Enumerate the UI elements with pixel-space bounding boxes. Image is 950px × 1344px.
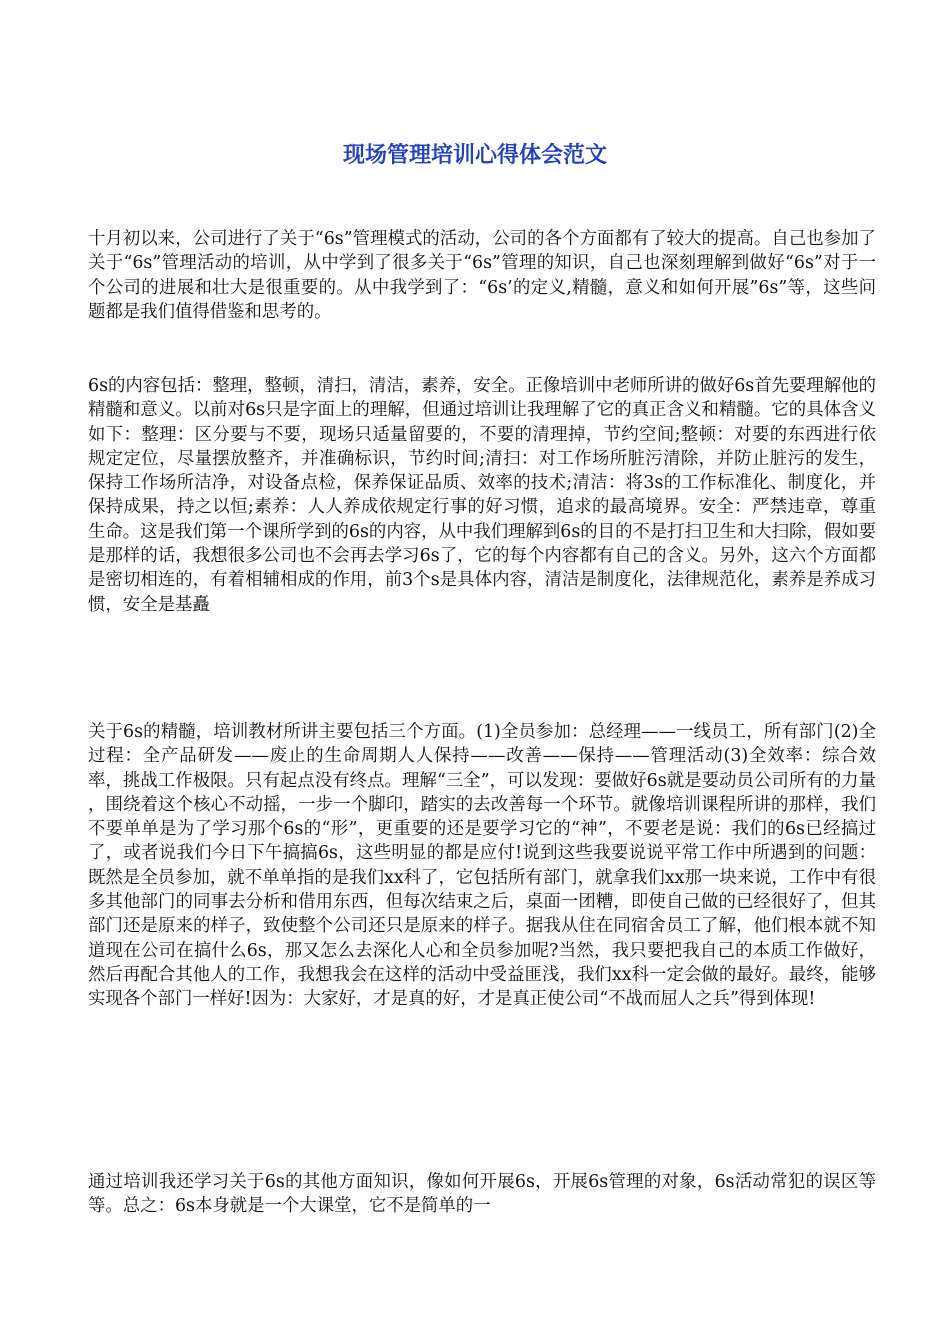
paragraph-6s-content: 6s的内容包括：整理，整顿，清扫，清洁，素养，安全。正像培训中老师所讲的做好6s首先要理解他的精髓和意义。以前对6s只是字面上的理解，但通过培训让我理解了它的真正含义和精髓。它的具体含义如下：整理：区分要与不要，现场只适量留要的，不要的清理掉，节约空间;整顿：对要的东西进行依规定定位，尽量摆放整齐，并准确标识，节约时间;清扫：对工作场所脏污清除，并防止脏污的发生，保持工作场所洁净，对设备点检，保养保证品质、效率的技术;清洁：将3s的工作标准化、制度化，并保持成果，持之以恒;素养：人人养成依规定行事的好习惯，追求的最高境界。安全：严禁违章，尊重生命。这是我们第一个课所学到的6s的内容，从中我们理解到6s的目的不是打扫卫生和大扫除，假如要是那样的话，我想很多公司也不会再去学习6s了，它的每个内容都有自己的含义。另外，这六个方面都是密切相连的，有着相辅相成的作用，前3个s是具体内容，清洁是制度化，法律规范化，素养是养成习惯，安全是基矗 bbox=[88, 376, 876, 615]
document-title: 现场管理培训心得体会范文 bbox=[342, 143, 607, 168]
paragraph-other-knowledge: 通过培训我还学习关于6s的其他方面知识，像如何开展6s，开展6s管理的对象，6s活动常犯的误区等等。总之：6s本身就是一个大课堂，它不是简单的一 bbox=[88, 1172, 876, 1217]
paragraph-intro: 十月初以来，公司进行了关于“6s”管理模式的活动，公司的各个方面都有了较大的提高。自己也参加了关于“6s”管理活动的培训，从中学到了很多关于“6s”管理的知识，自己也深刻理解到做好“6s”对于一个公司的进展和壮大是很重要的。从中我学到了：“6s’的定义,精髓，意义和如何开展”6s”等，这些问题都是我们值得借鉴和思考的。 bbox=[88, 229, 876, 322]
paragraph-6s-essence: 关于6s的精髓，培训教材所讲主要包括三个方面。(1)全员参加：总经理——一线员工，所有部门(2)全过程：全产品研发——废止的生命周期人人保持——改善——保持——管理活动(3)全效率：综合效率，挑战工作极限。只有起点没有终点。理解“三全”，可以发现：要做好6s就是要动员公司所有的力量 ，围绕着这个核心不动摇，一步一个脚印，踏实的去改善每一个环节。就像培训课程所讲的那样，我们不要单单是为了学习那个6s的“形”，更重要的还是要学习它的“神”，不要老是说：我们的6s已经搞过了，或者说我们今日下午搞搞6s，这些明显的都是应付!说到这些我要说说平常工作中所遇到的问题：既然是全员参加，就不单单指的是我们xx科了，它包括所有部门，就拿我们xx那一块来说，工作中有很多其他部门的同事去分析和借用东西，但每次结束之后，桌面一团糟，即使自己做的已经很好了，但其部门还是原来的样子，致使整个公司还只是原来的样子。据我从住在同宿舍员工了解，他们根本就不知道现在公司在搞什么6s，那又怎么去深化人心和全员参加呢?当然，我只要把我自己的本质工作做好，然后再配合其他人的工作，我想我会在这样的活动中受益匪浅，我们xx科一定会做的最好。最终，能够实现各个部门一样好!因为：大家好，才是真的好，才是真正使公司“不战而屈人之兵”得到体现! bbox=[88, 722, 876, 1010]
